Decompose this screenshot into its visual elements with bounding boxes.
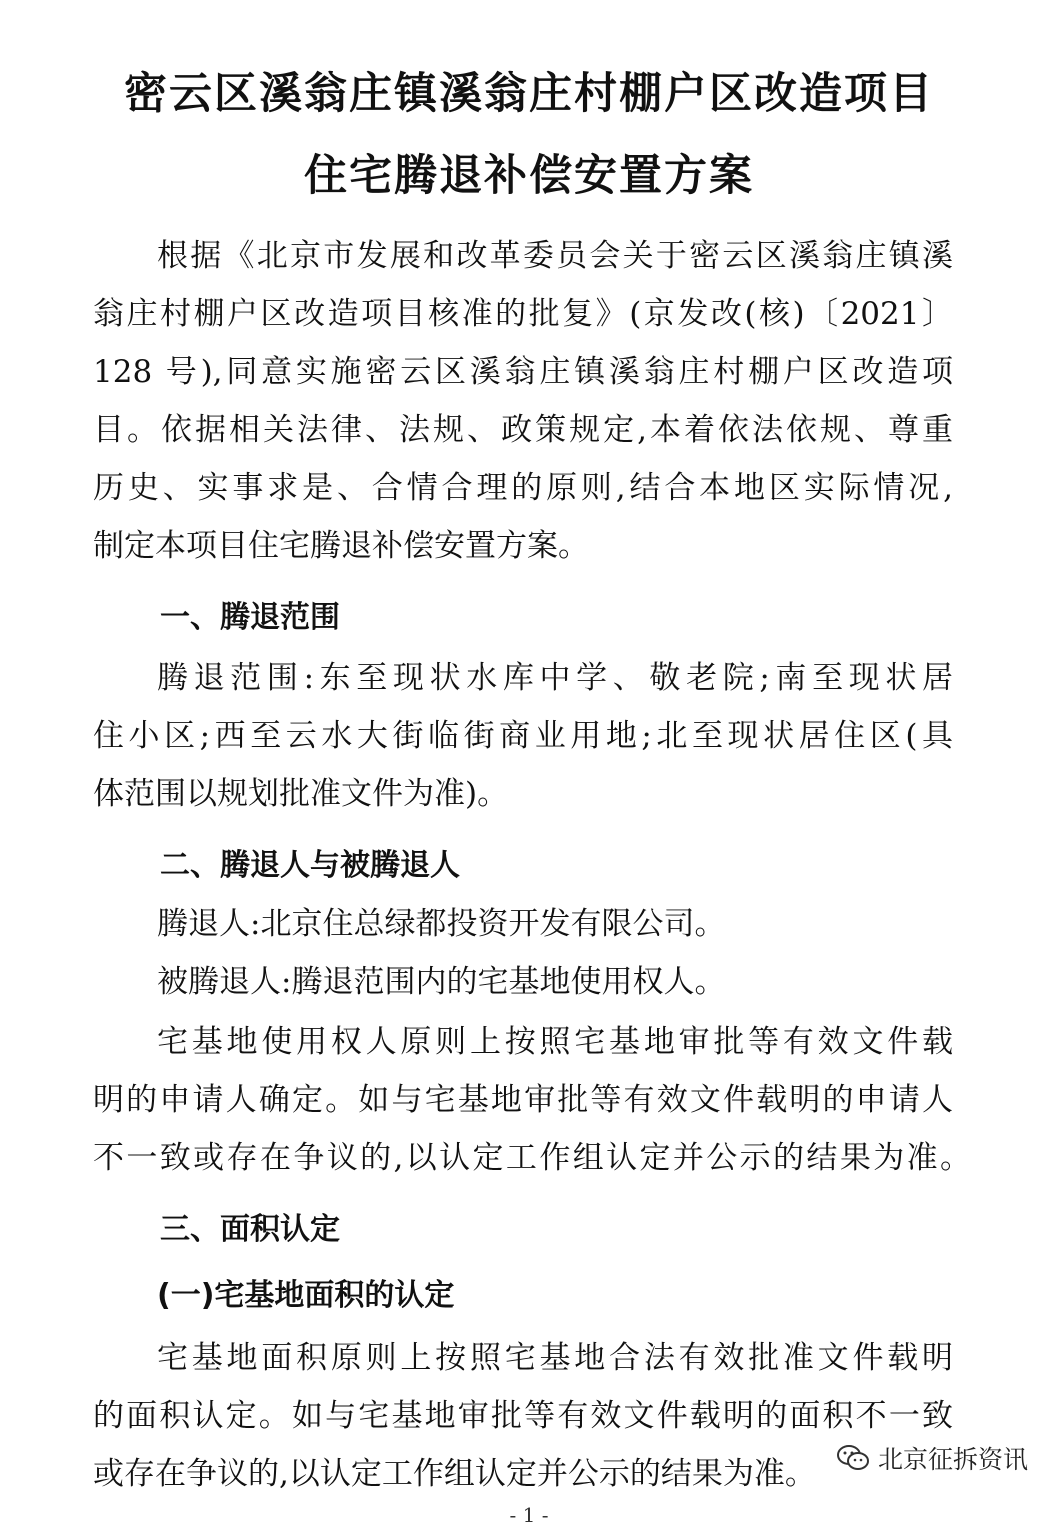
intro-line: 128 号),同意实施密云区溪翁庄镇溪翁庄村棚户区改造项 (93, 354, 953, 390)
intro-line: 目。依据相关法律、法规、政策规定,本着依法依规、尊重 (93, 412, 953, 448)
section-heading: 一、腾退范围 (160, 600, 340, 635)
watermark-text: 北京征拆资讯 (877, 1445, 1028, 1474)
section3-line: 或存在争议的,以认定工作组认定并公示的结果为准。 (93, 1456, 816, 1492)
section1-line: 腾退范围:东至现状水库中学、敬老院;南至现状居 (157, 660, 953, 696)
section1-line: 住小区;西至云水大街临街商业用地;北至现状居住区(具 (93, 718, 953, 754)
section2-line: 宅基地使用权人原则上按照宅基地审批等有效文件载 (157, 1024, 953, 1060)
intro-line: 翁庄村棚户区改造项目核准的批复》(京发改(核)〔2021〕 (93, 296, 953, 332)
document-title-line1: 密云区溪翁庄镇溪翁庄村棚户区改造项目 (124, 69, 934, 119)
wechat-icon (836, 1444, 870, 1472)
section-subheading: (一)宅基地面积的认定 (157, 1278, 455, 1313)
document-title-line2: 住宅腾退补偿安置方案 (304, 151, 754, 201)
intro-line: 历史、实事求是、合情合理的原则,结合本地区实际情况, (93, 470, 953, 506)
section-heading: 二、腾退人与被腾退人 (160, 848, 460, 883)
intro-line: 根据《北京市发展和改革委员会关于密云区溪翁庄镇溪 (157, 238, 953, 274)
wechat-watermark (836, 1440, 1028, 1476)
section2-line: 明的申请人确定。如与宅基地审批等有效文件载明的申请人 (93, 1082, 953, 1118)
section1-line: 体范围以规划批准文件为准)。 (93, 776, 509, 812)
intro-line: 制定本项目住宅腾退补偿安置方案。 (93, 528, 589, 564)
section2-line: 腾退人:北京住总绿都投资开发有限公司。 (157, 906, 726, 942)
section2-line: 不一致或存在争议的,以认定工作组认定并公示的结果为准。 (93, 1140, 971, 1176)
section3-line: 的面积认定。如与宅基地审批等有效文件载明的面积不一致 (93, 1398, 953, 1434)
page-number: - 1 - (509, 1503, 549, 1527)
section2-line: 被腾退人:腾退范围内的宅基地使用权人。 (157, 964, 726, 1000)
section3-line: 宅基地面积原则上按照宅基地合法有效批准文件载明 (157, 1340, 953, 1376)
section-heading: 三、面积认定 (160, 1212, 340, 1247)
